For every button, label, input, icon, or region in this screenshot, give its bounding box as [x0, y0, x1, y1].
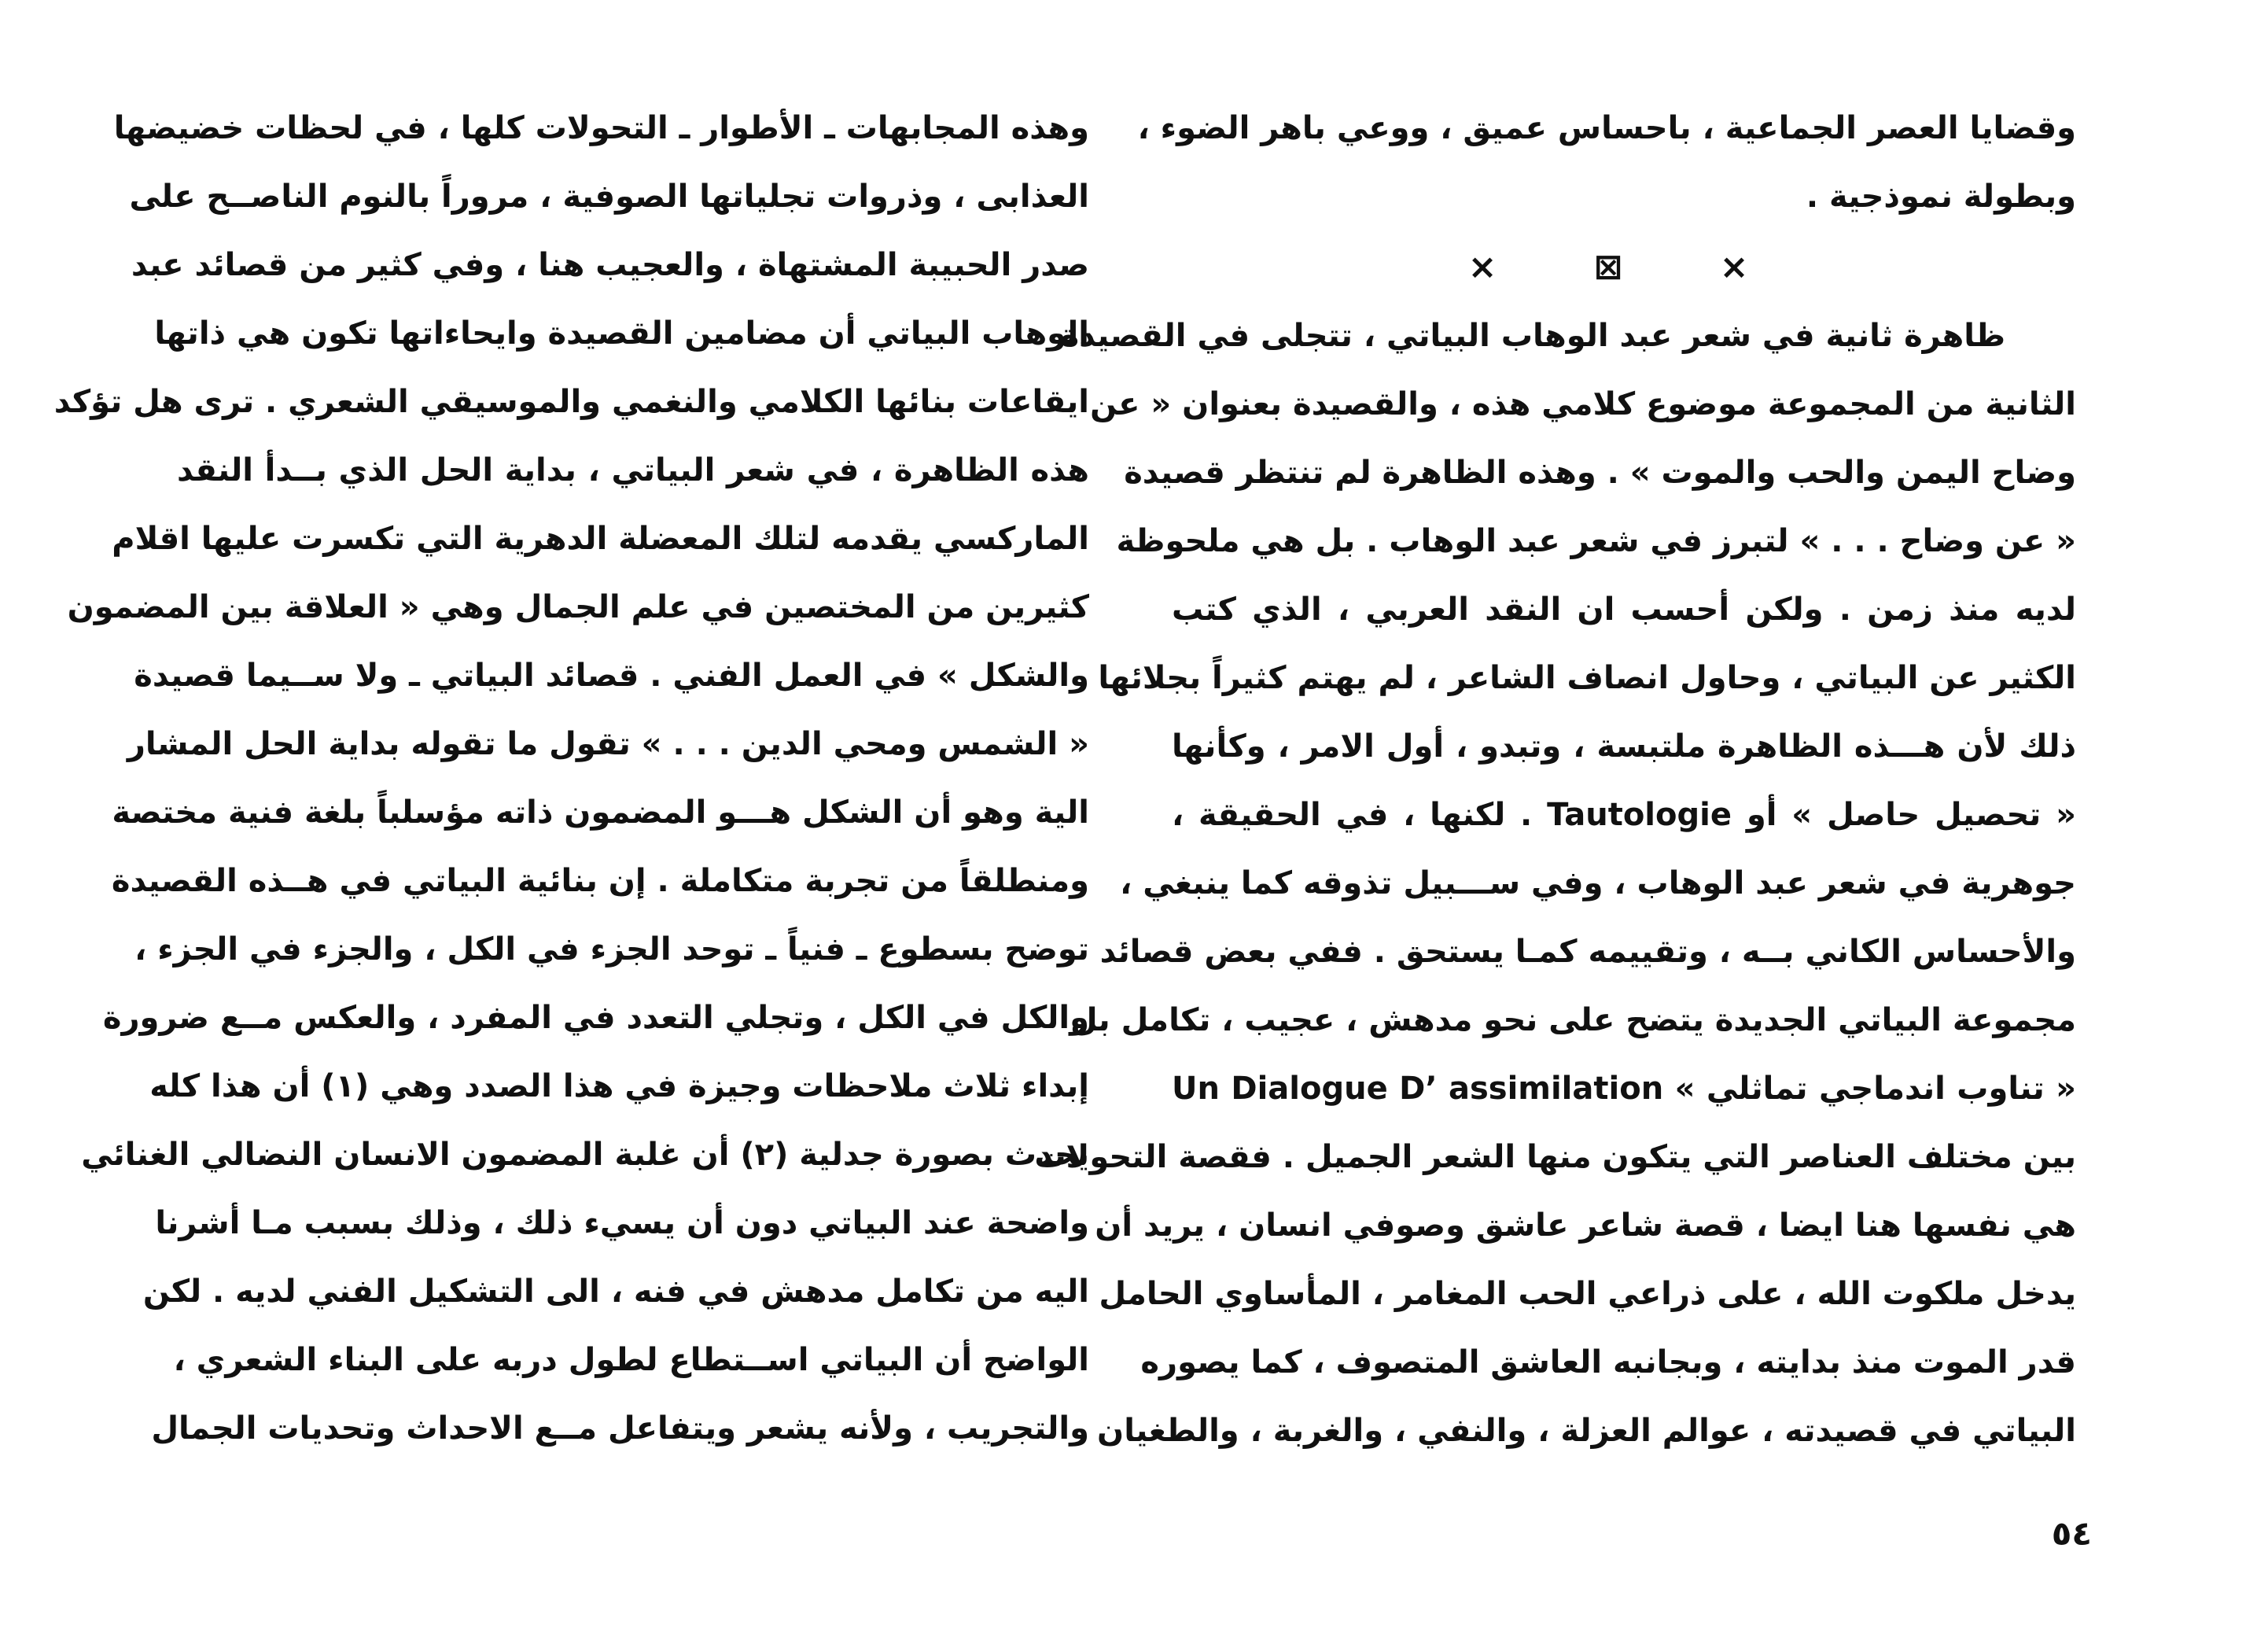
right-page-lines-body — [1034, 302, 2076, 1465]
text-line: ومنطلقاً من تجربة متكاملة . إن بنائية البياتي في هــذه القصيدة — [111, 863, 1089, 899]
text-line: « الشمس ومحي الدين . . . » تقول ما تقوله بداية الحل المشار — [127, 726, 1089, 762]
text-line: البياتي في قصيدته ، عوالم العزلة ، والنفي ، والغربة ، والطغيان — [1097, 1413, 2076, 1449]
right-page-lines-top — [1137, 94, 2076, 231]
text-line: هي نفسها هنا ايضا ، قصة شاعر عاشق وصوفي انسان ، يريد أن — [1095, 1207, 2076, 1244]
text-line: الماركسي يقدمه لتلك المعضلة الدهرية التي تكسرت عليها اقلام — [112, 521, 1089, 557]
text-line: والأحساس الكاني بــه ، وتقييمه كمـا يستحق . ففي بعض قصائد — [1099, 934, 2076, 970]
text-line: الوهاب البياتي أن مضامين القصيدة وايحاءاتها تكون هي ذاتها — [154, 315, 1089, 352]
text-line: الثانية من المجموعة موضوع كلامي هذه ، والقصيدة بعنوان « عن — [1090, 386, 2076, 422]
section-separator — [1172, 231, 2076, 302]
text-line: قدر الموت منذ بدايته ، وبجانبه العاشق المتصوف ، كما يصوره — [1140, 1344, 2076, 1380]
text-line: « عن وضاح . . . » لتبرز في شعر عبد الوهاب . بل هي ملحوظة — [1116, 523, 2076, 559]
text-line: الواضح أن البياتي اســتطاع لطول دربه على البناء الشعري ، — [173, 1342, 1089, 1378]
text-line: وبطولة نموذجية . — [1806, 179, 2076, 215]
cross-ornament-icon: × — [1719, 246, 1749, 287]
text-line: إبداء ثلاث ملاحظات وجيزة في هذا الصدد وهي (١) أن هذا كله — [149, 1068, 1089, 1104]
text-line: ذلك لأن هـــذه الظاهرة ملتبسة ، وتبدو ، أول الامر ، وكأنها — [1172, 728, 2076, 765]
text-line: وقضايا العصر الجماعية ، باحساس عميق ، ووعي باهر الضوء ، — [1137, 110, 2076, 146]
text-line: توضح بسطوع ـ فنياً ـ توحد الجزء في الكل ، والجزء في الجزء ، — [134, 931, 1089, 968]
text-line: بين مختلف العناصر التي يتكون منها الشعر الجميل . فقصة التحولات — [1034, 1139, 2076, 1175]
text-line: هذه الظاهرة ، في شعر البياتي ، بداية الحل الذي بــدأ النقد — [177, 452, 1089, 488]
text-line: « تحصيل حاصل » أو Tautologie . لكنها ، في الحقيقة ، — [1172, 797, 2076, 833]
text-line: « تناوب اندماجي تماثلي » Un Dialogue D’ assimilation — [1172, 1071, 2076, 1107]
text-line: مجموعة البياتي الجديدة يتضح على نحو مدهش ، عجيب ، تكامل بل — [1070, 1002, 2076, 1038]
text-line: يدخل ملكوت الله ، على ذراعي الحب المغامر ، المأساوي الحامل — [1099, 1276, 2076, 1312]
text-line: وهذه المجابهات ـ الأطوار ـ التحولات كلها ، في لحظات خضيضها — [113, 110, 1089, 146]
text-line: لديه منذ زمن . ولكن أحسب ان النقد العربي ، الذي كتب — [1172, 592, 2076, 628]
text-line: والتجريب ، ولأنه يشعر ويتفاعل مــع الاحداث وتحديات الجمال — [151, 1410, 1089, 1447]
text-line: كثيرين من المختصين في علم الجمال وهي « العلاقة بين المضمون — [67, 589, 1089, 625]
text-line: يحدث بصورة جدلية (٢) أن غلبة المضمون الانسان النضالي الغنائي — [81, 1137, 1089, 1173]
cross-ornament-icon: × — [1467, 246, 1497, 287]
text-line: ايقاعات بنائها الكلامي والنغمي والموسيقي الشعري . ترى هل تؤكد — [53, 384, 1089, 420]
left-page-lines — [53, 94, 1089, 1463]
text-line: الية وهو أن الشكل هـــو المضمون ذاته مؤسلباً بلغة فنية مختصة — [112, 794, 1089, 831]
text-line: العذابى ، وذروات تجلياتها الصوفية ، مروراً بالنوم الناصــح على — [129, 179, 1089, 215]
text-line: الكثير عن البياتي ، وحاول انصاف الشاعر ، لم يهتم كثيراً بجلائها — [1098, 660, 2076, 696]
text-line: والكل في الكل ، وتجلي التعدد في المفرد ، والعكس مــع ضرورة — [102, 1000, 1089, 1036]
text-line: والشكل » في العمل الفني . قصائد البياتي ـ ولا ســيما قصيدة — [134, 658, 1089, 694]
page-number: ٥٤ — [2051, 1514, 2092, 1553]
text-line: صدر الحبيبة المشتهاة ، والعجيب هنا ، وفي كثير من قصائد عبد — [131, 247, 1089, 283]
boxed-cross-ornament-icon: ⊠ — [1593, 246, 1623, 287]
text-line: واضحة عند البياتي دون أن يسيء ذلك ، وذلك بسبب مـا أشرنا — [155, 1205, 1089, 1241]
text-line: جوهرية في شعر عبد الوهاب ، وفي ســـبيل تذوقه كما ينبغي ، — [1120, 865, 2076, 901]
paragraph-first-line: ظاهرة ثانية في شعر عبد الوهاب البياتي ، تتجلى في القصيدة — [1060, 318, 2005, 354]
left-page — [53, 94, 1089, 1589]
text-line: اليه من تكامل مدهش في فنه ، الى التشكيل الفني لديه . لكن — [142, 1274, 1089, 1310]
text-line: وضاح اليمن والحب والموت » . وهذه الظاهرة لم تنتظر قصيدة — [1124, 455, 2076, 491]
right-page — [1034, 94, 2076, 1589]
